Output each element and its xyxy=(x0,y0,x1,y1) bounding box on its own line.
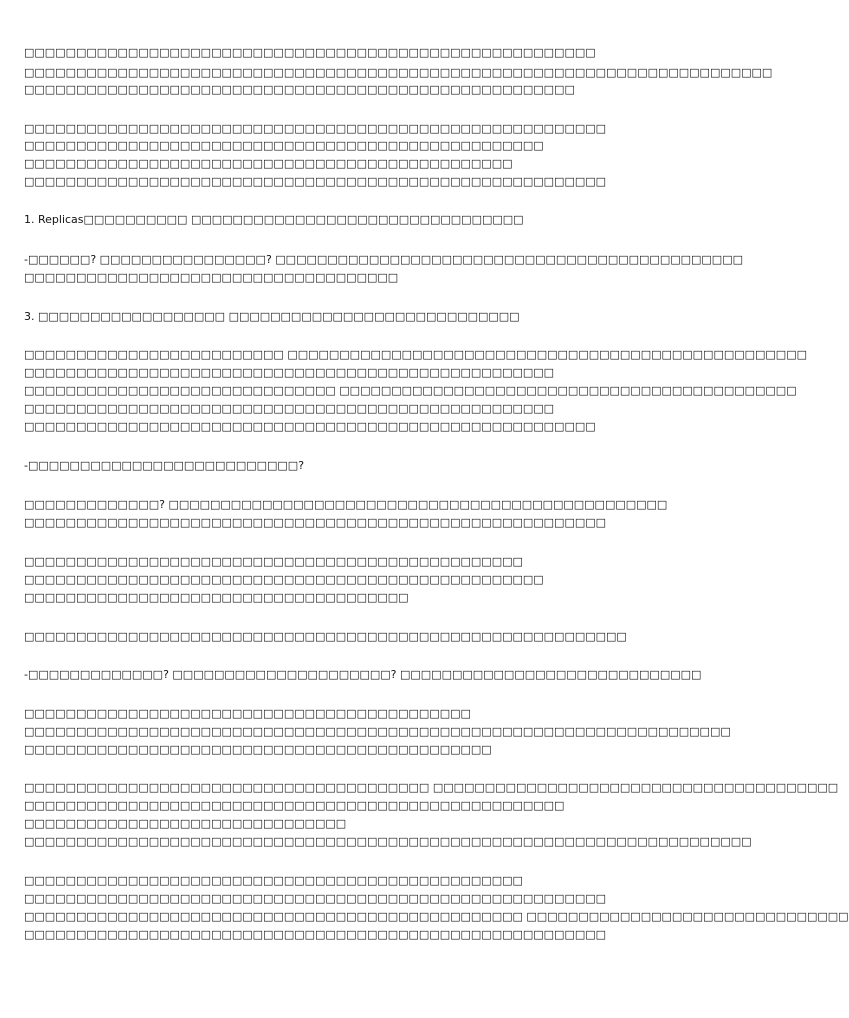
text-line: □□□□□□□□□□□□□□□□□□□□□□□□□□□□□□□□□□□□□□□□□□□□□□□ xyxy=(24,157,513,170)
text-line: □□□□□□□□□□□□□□□□□□□□□□□□□□□□□□□□□□□□□□□□□□□□□□□□□□ xyxy=(24,139,544,152)
text-line: □□□□□□□□□□□□□□□□□□□□□□□□□□□□□□□□□□□□□□□□□□□□□□□□□□□□□□□□ xyxy=(24,928,607,941)
text-line: □□□□□□□□□□□□□□□□□□□□□□□□□□□□□□□□□□□□□□□□□□□□□□□□□□□□□□□ xyxy=(24,420,596,433)
text-line: □□□□□□□□□□□□□□□□□□□□□□□□□□□□□□□□□□□□□□□□□□□□□□□□□□□□□□□□□□□□□□□□□□□□ xyxy=(24,725,731,738)
text-line: □□□□□□□□□□□□□□□□□□□□□□□□□□□□□□□ xyxy=(24,817,347,830)
text-line: □□□□□□□□□□□□□□□□□□□□□□□□□□□□□□□□□□□□□□□ □□□□□□□□□□□□□□□□□□□□□□□□□□□□□□□□□□□□□□□ xyxy=(24,781,839,794)
text-line: □□□□□□□□□□□□□□□□□□□□□□□□□□□□□□□□□□□□□□□□□□□□□□□□□□□□□□□□□□□□□□□□□□□□□□□□ xyxy=(24,66,773,79)
numbered-heading: 3. □□□□□□□□□□□□□□□□□□ □□□□□□□□□□□□□□□□□□□□□□□□□□□□ xyxy=(24,310,520,323)
text-line: □□□□□□□□□□□□□□□□□□□□□□□□□□□□□□□□□□□□□□□□□□□□□□□□□□□ xyxy=(24,366,555,379)
text-line: □□□□□□□□□□□□□□□□□□□□□□□□□□□□□□□□□□□□ xyxy=(24,271,399,284)
question-line: -□□□□□□□□□□□□□? □□□□□□□□□□□□□□□□□□□□□? □□□□□□□□□□□□□□□□□□□□□□□□□□□□□ xyxy=(24,668,702,681)
text-line: □□□□□□□□□□□□□□□□□□□□□□□□□□□□□□□□□□□□□□□□□□□□□□□□□□□□ xyxy=(24,799,565,812)
text-line: □□□□□□□□□□□□□□□□□□□□□□□□□□□□□□□□□□□□□□□□□□□□□□□□□□□□□□□□ xyxy=(24,122,607,135)
text-line: □□□□□□□□□□□□□□□□□□□□□□□□□□□□□□□□□□□□□ xyxy=(24,591,409,604)
text-line: □□□□□□□□□□□□□□□□□□□□□□□□□□□□□□□□□□□□□□□□□□□□□□□□□□□□□□□ xyxy=(24,46,596,59)
text-line: □□□□□□□□□□□□□□□□□□□□□□□□□□□□□□□□□□□□□□□□□□□□□□□□□□□□□ xyxy=(24,83,575,96)
text-line: □□□□□□□□□□□□□□□□□□□□□□□□□□□□□□□□□□□□□□□□□□□□□□□□ □□□□□□□□□□□□□□□□□□□□□□□□□□□□□□□ xyxy=(24,910,849,923)
question-line: -□□□□□□? □□□□□□□□□□□□□□□□? □□□□□□□□□□□□□□□□□□□□□□□□□□□□□□□□□□□□□□□□□□□□□ xyxy=(24,253,743,266)
question-line: -□□□□□□□□□□□□□□□□□□□□□□□□□□? xyxy=(24,459,305,472)
text-line: □□□□□□□□□□□□□□□□□□□□□□□□□□□□□□□□□□□□□□□□□□□□□□□□□□□□□□□□ xyxy=(24,516,607,529)
text-line: □□□□□□□□□□□□□□□□□□□□□□□□□□□□□□□□□□□□□□□□□□□□□□□□□□□□□□□□□□ xyxy=(24,630,627,643)
text-line: □□□□□□□□□□□□□□□□□□□□□□□□□□□□□□□□□□□□□□□□□□□□□□□□ xyxy=(24,555,523,568)
numbered-heading: 1. Replicas□□□□□□□□□□ □□□□□□□□□□□□□□□□□□□□□□□□□□□□□□□□ xyxy=(24,213,524,226)
text-line: □□□□□□□□□□□□□□□□□□□□□□□□□□□□□□□□□□□□□□□□□□□□□□□□□□□□□□□□ xyxy=(24,175,607,188)
text-line: □□□□□□□□□□□□□□□□□□□□□□□□□□□□□□□□□□□□□□□□□□□□□□□□□□ xyxy=(24,573,544,586)
text-line: □□□□□□□□□□□□□□□□□□□□□□□□□□□□□□□□□□□□□□□□□□□□□□□□□□□ xyxy=(24,402,555,415)
text-line: □□□□□□□□□□□□□□□□□□□□□□□□□□□□□□□□□□□□□□□□□□□□□□□□□□□□□□□□ xyxy=(24,892,607,905)
text-line: □□□□□□□□□□□□□□□□□□□□□□□□□□□□□□□□□□□□□□□□□□□ xyxy=(24,707,471,720)
text-line: □□□□□□□□□□□□□□□□□□□□□□□□□□□□□□□□□□□□□□□□□□□□□ xyxy=(24,743,492,756)
text-line: □□□□□□□□□□□□□? □□□□□□□□□□□□□□□□□□□□□□□□□□□□□□□□□□□□□□□□□□□□□□□□ xyxy=(24,498,668,511)
text-line: □□□□□□□□□□□□□□□□□□□□□□□□□□□□□□□□□□□□□□□□□□□□□□□□ xyxy=(24,874,523,887)
text-line: □□□□□□□□□□□□□□□□□□□□□□□□□□□□□□□□□□□□□□□□□□□□□□□□□□□□□□□□□□□□□□□□□□□□□□ xyxy=(24,835,752,848)
text-line: □□□□□□□□□□□□□□□□□□□□□□□□□ □□□□□□□□□□□□□□□□□□□□□□□□□□□□□□□□□□□□□□□□□□□□□□□□□□ xyxy=(24,348,807,361)
text-line: □□□□□□□□□□□□□□□□□□□□□□□□□□□□□□ □□□□□□□□□□□□□□□□□□□□□□□□□□□□□□□□□□□□□□□□□□□□ xyxy=(24,384,797,397)
